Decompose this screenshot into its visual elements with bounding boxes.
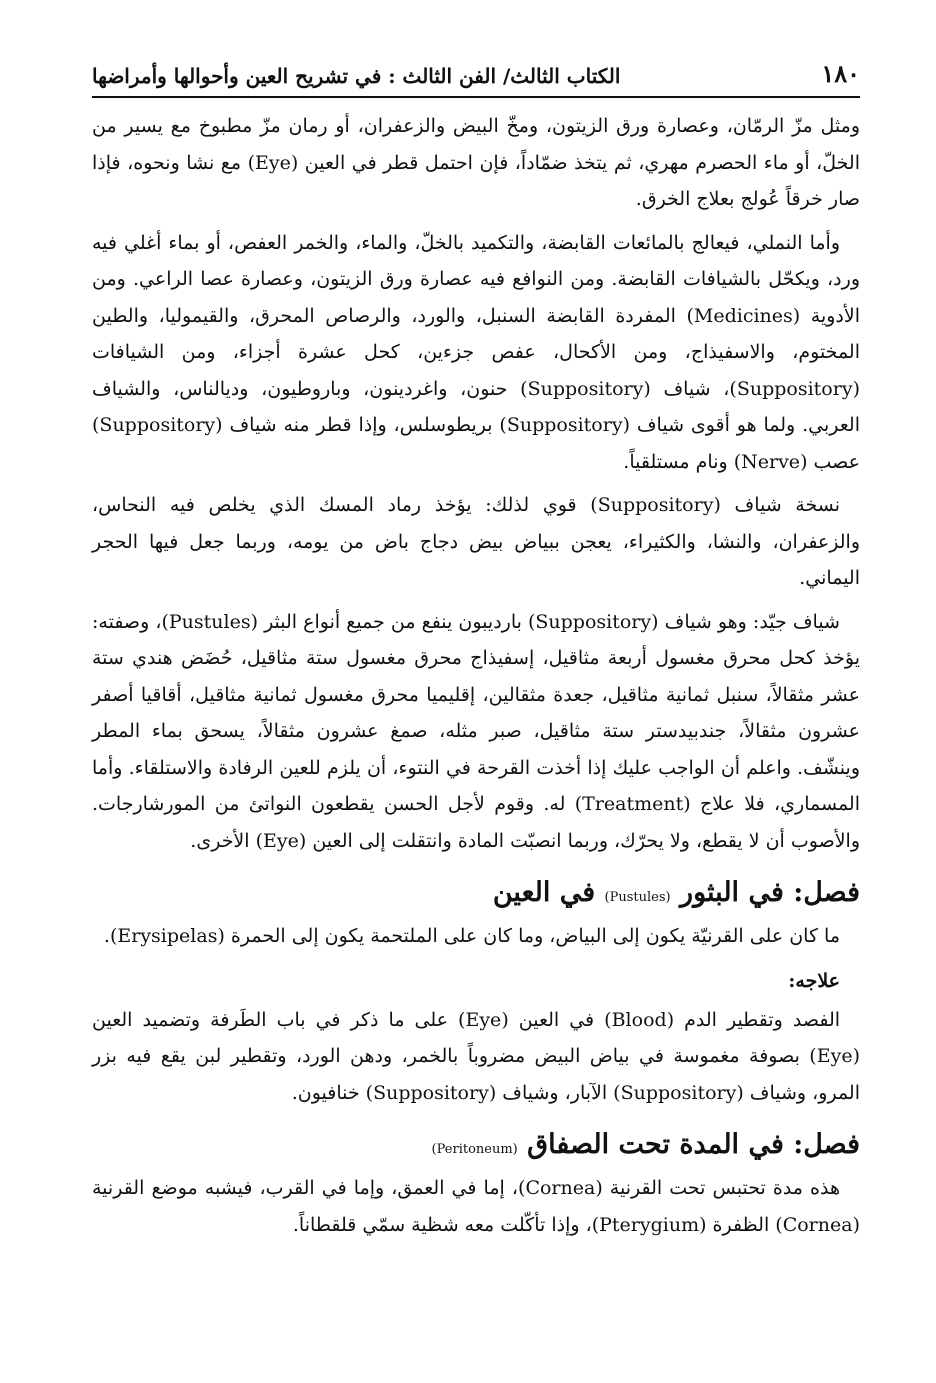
paragraph-3: نسخة شياف (Suppository) قوي لذلك: يؤخذ رماد المسك الذي يخلص فيه النحاس، والزعفران، والنشا، والكثيراء، يعجن ببياض بيض دجاج باض من يومه، وربما جعل فيها الحجر اليماني. bbox=[92, 494, 860, 589]
paragraph-2: وأما النملي، فيعالج بالمائعات القابضة، والتكميد بالخلّ، والماء، والخمر العفص، أو بماء أغلي فيه ورد، ويكحّل بالشيافات القابضة. ومن النوافع فيه عصارة ورق الزيتون، وعصارة عصا الراعي. ومن الأدوية (Medicines) المفردة القابضة السنبل، والورد، والرصاص المحرق، والقيموليا، والطين المختوم، والاسفيذاج، ومن الأكحال، عفص جزءين، كحل عشرة أجزاء، ومن الشيافات (Suppository)، شياف (Suppository) حنون، واغردينون، وباروطيون، وديالناس، والشياف العربي. ولما هو أقوى شياف (Suppository) بريطوسلس، وإذا قطر منه شياف (Suppository) عصب (Nerve) ونام مستلقياً. bbox=[92, 231, 860, 473]
running-title: الكتاب الثالث/ الفن الثالث : في تشريح العين وأحوالها وأمراضها bbox=[92, 64, 621, 88]
paragraph-1: ومثل مزّ الرمّان، وعصارة ورق الزيتون، ومخّ البيض والزعفران، أو رمان مزّ مطبوخ مع يسير من الخلّ، أو ماء الحصرم مهري، ثم يتخذ ضمّاداً، فإن احتمل قطر في العين (Eye) مع نشا ونحوه، فإذا صار خرقاً عُولج بعلاج الخرق. bbox=[92, 115, 860, 210]
section-heading-latin: (Peritoneum) bbox=[431, 1142, 518, 1157]
page-header bbox=[92, 42, 860, 96]
section-1-body: ما كان على القرنيّة يكون إلى البياض، وما كان على الملتحمة يكون إلى الحمرة (Erysipelas). bbox=[103, 925, 840, 947]
section-2-body: هذه مدة تحتبس تحت القرنية (Cornea)، إما في العمق، وإما في القرب، فيشبه موضع القرنية (Cornea) الظفرة (Pterygium)، وإذا تأكّلت معه شظية سمّي قلقطاناً. bbox=[92, 1177, 860, 1236]
header-rule bbox=[92, 96, 860, 98]
page-number: ١٨٠ bbox=[821, 59, 860, 88]
section-heading-peritoneum bbox=[92, 1125, 860, 1170]
section-heading-latin: (Pustules) bbox=[604, 890, 671, 905]
section-heading-text: فصل: في المدة تحت الصفاق bbox=[527, 1129, 860, 1160]
section-heading-pustules bbox=[92, 873, 860, 918]
section-heading-text-end: في العين bbox=[492, 877, 596, 908]
section-1-treatment: الفصد وتقطير الدم (Blood) في العين (Eye) على ما ذكر في باب الطَرفة وتضميد العين (Eye) بصوفة مغموسة في بياض البيض مضروباً بالخمر، ودهن الورد، وتقطير لبن يقع فيه بزر المرو، وشياف (Suppository) الآبار، وشياف (Suppository) خنافيون. bbox=[92, 1008, 860, 1104]
paragraph-4: شياف جيّد: وهو شياف (Suppository) بارديبون ينفع من جميع أنواع البثر (Pustules)، وصفته: يؤخذ كحل محرق مغسول أربعة مثاقيل، إسفيذاج محرق مغسول ستة مثاقيل، حُضَض هندي ستة عشر مثقالاً، سنبل ثمانية مثاقيل، جعدة مثقالين، إقليميا محرق مغسول ثمانية مثاقيل، أقاقيا أصفر عشرون مثقالاً، جندبيدستر ستة مثاقيل، صبر مثله، صمغ عشرون مثقالاً، يسحق بماء المطر وينشّف. واعلم أن الواجب عليك إذا أخذت القرحة في النتوء، أن يلزم للعين الرفادة والاستلقاء. وأما المسماري، فلا علاج (Treatment) له. وقوم لأجل الحسن يقطعون النواتئ من المورشارجات. والأصوب أن لا يقطع، ولا يحرّك، وربما انصبّت المادة وانتقلت إلى العين (Eye) الأخرى. bbox=[92, 610, 861, 852]
page-content bbox=[92, 108, 860, 1243]
section-heading-text: فصل: في البثور bbox=[680, 877, 860, 908]
treatment-subheading: علاجه: bbox=[788, 969, 840, 992]
